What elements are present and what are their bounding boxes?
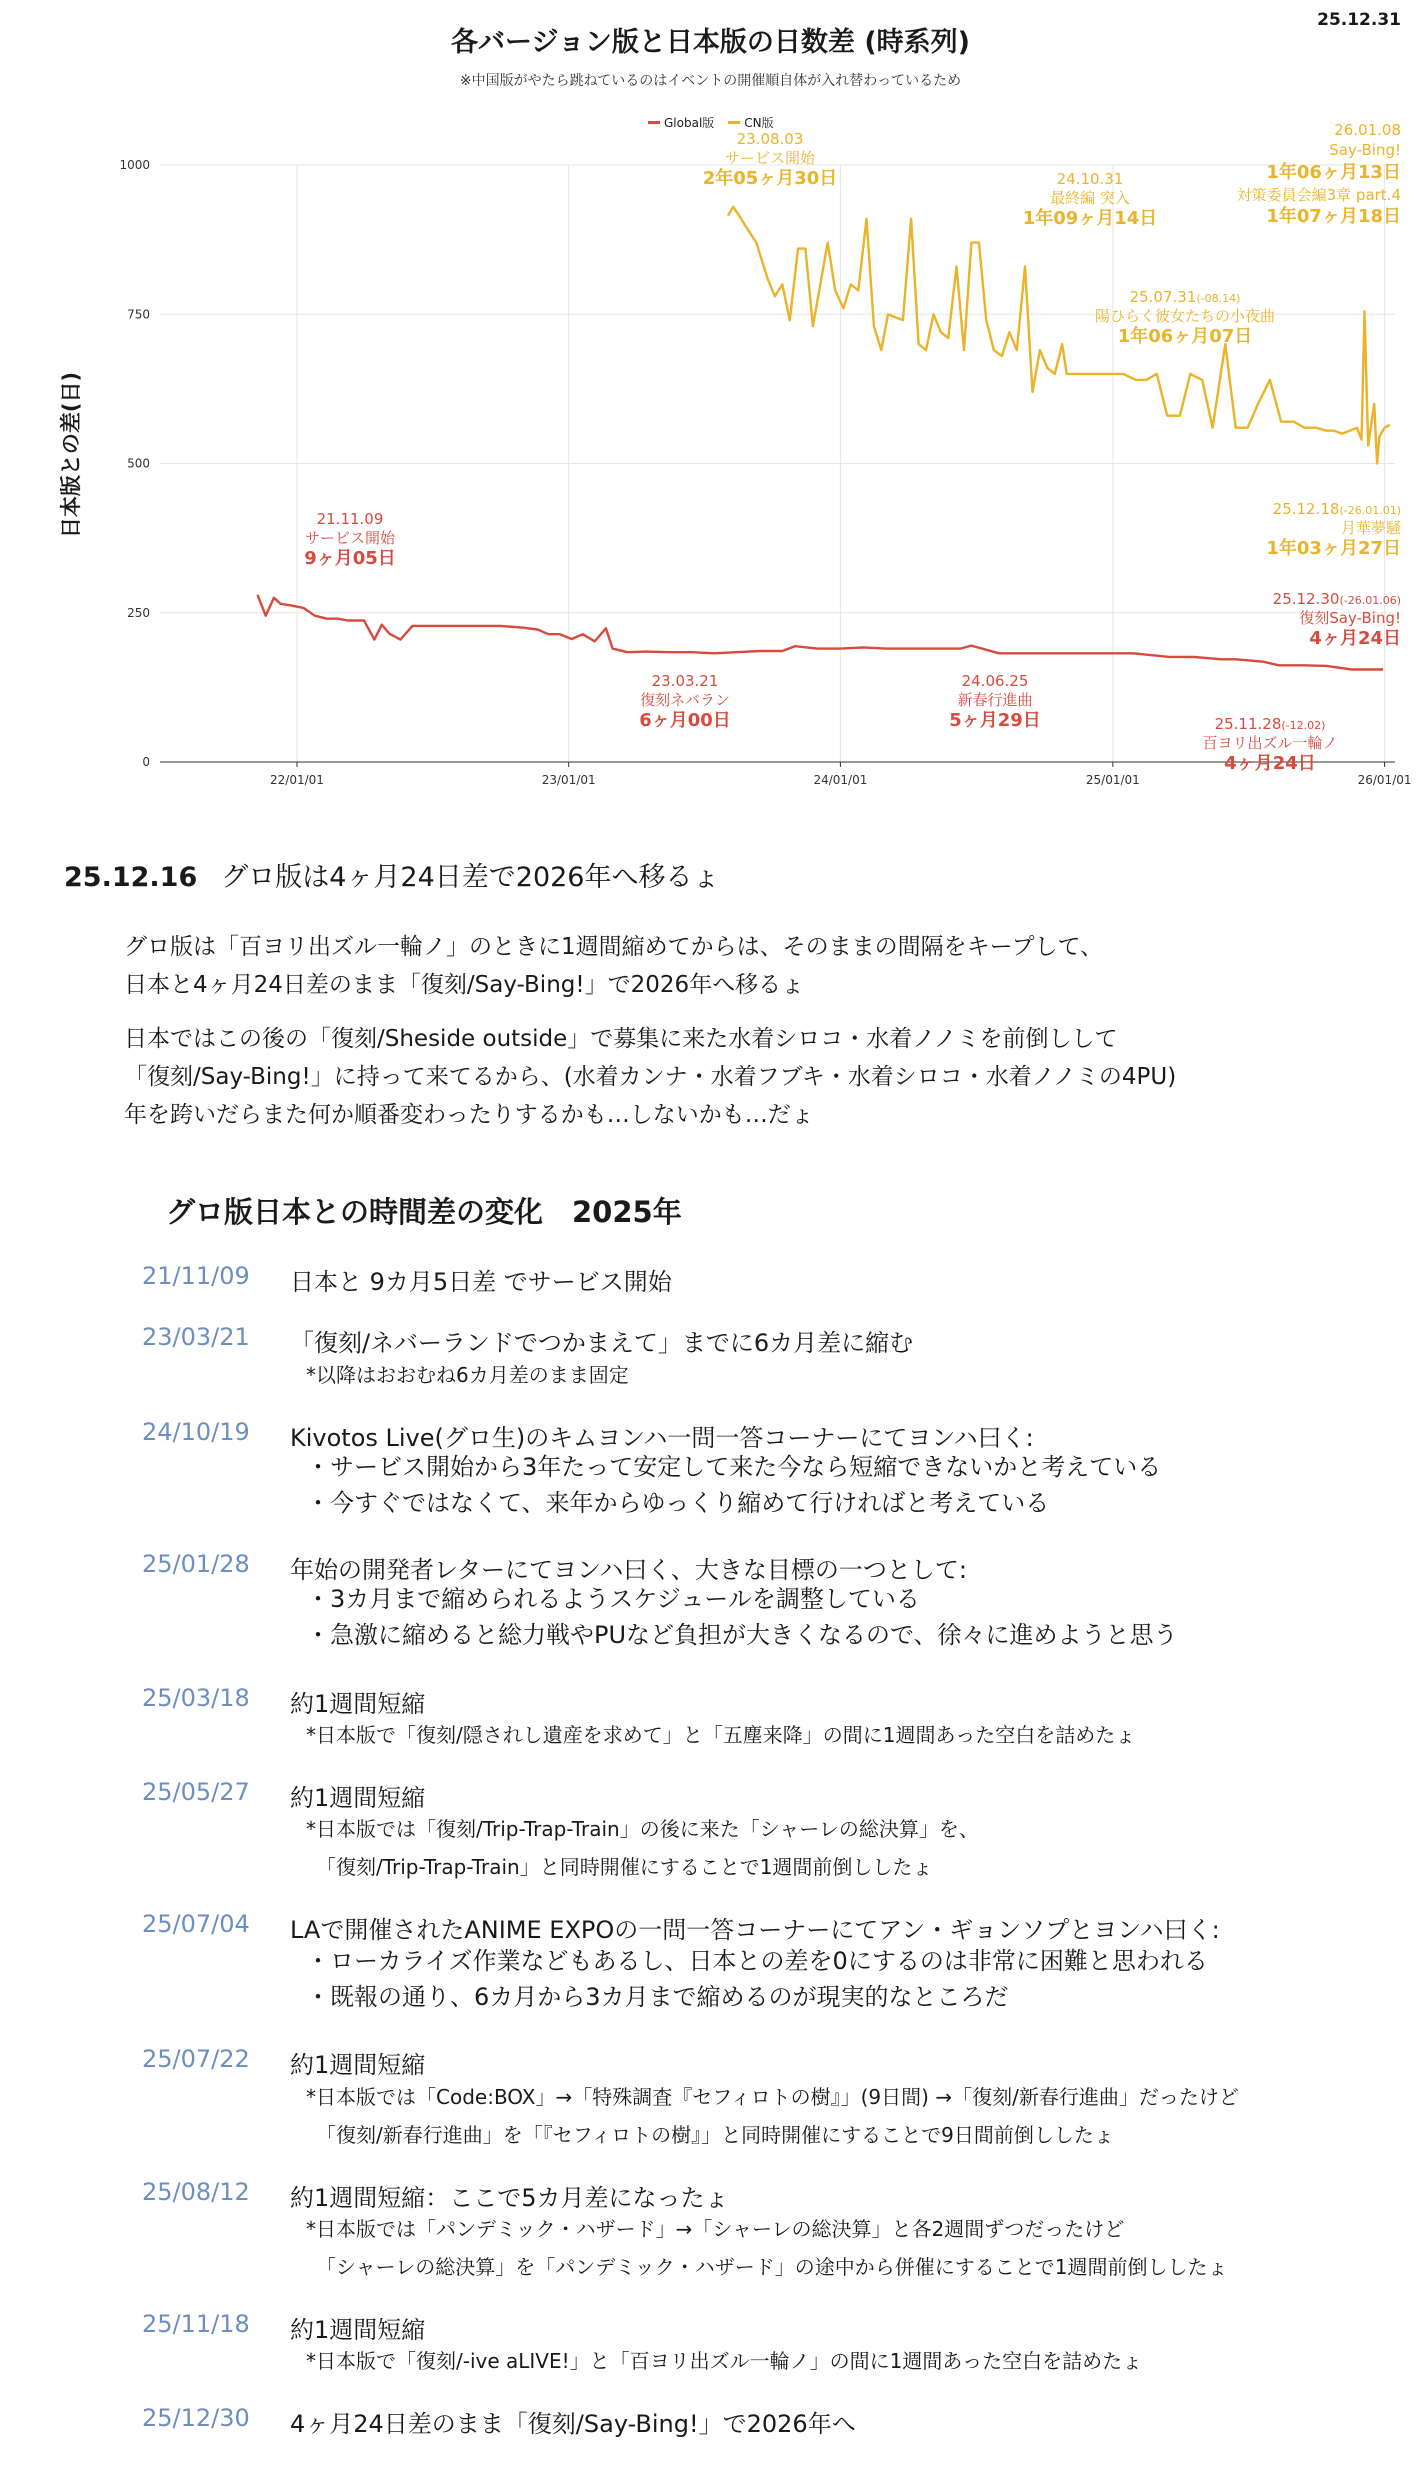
timeline-date: 24/10/19 [142, 1418, 250, 1446]
x-tick-label: 26/01/01 [1357, 773, 1412, 787]
annotation-serenade [1080, 288, 1290, 348]
annotation-label: 陽ひらく彼女たちの小夜曲 [1094, 306, 1275, 325]
annotation-label: 復刻Say-Bing! [1299, 608, 1401, 627]
annotation-label: 最終編 突入 [1050, 188, 1130, 207]
timeline-note: *日本版で「復刻/隠されし遺産を求めて」と「五塵来降」の間に1週間あった空白を詰めたょ [306, 1723, 1136, 1747]
annotation-date: 25.12.18 [1272, 500, 1340, 518]
timeline-bullet: ・今すぐではなくて、来年からゆっくり縮めて行ければと考えている [306, 1489, 1050, 1517]
timeline-text: 約1週間短縮 [290, 1690, 426, 1718]
annotation-saybing [1237, 120, 1401, 229]
x-tick-label: 25/01/01 [1085, 773, 1140, 787]
legend-cn-swatch [728, 121, 740, 124]
timeline-bullet: ・既報の通り、6カ月から3カ月まで縮めるのが現実的なところだ [306, 1983, 1009, 2011]
y-tick-label: 0 [142, 755, 150, 769]
legend-global-swatch [648, 121, 660, 124]
timeline-text: 約1週間短縮 [290, 2051, 426, 2079]
timeline-date: 25/12/30 [142, 2404, 250, 2432]
annotation-hyakuyori [1180, 715, 1360, 775]
annotation-diff: 1年06ヶ月07日 [1117, 325, 1253, 347]
timeline-text: 約1週間短縮 [290, 1784, 426, 1812]
chart-subtitle: ※中国版がやたら跳ねているのはイベントの開催順自体が入れ替わっているため [459, 73, 962, 89]
paragraph-2 [124, 1020, 1176, 1134]
timeline-text: 約1週間短縮 [290, 2316, 426, 2344]
document-date: 25.12.31 [1317, 10, 1401, 30]
timeline-note: *日本版で「復刻/-ive aLIVE!」と「百ヨリ出ズル一輪ノ」の間に1週間あった空白を詰めたょ [306, 2349, 1143, 2373]
annotation-diff: 5ヶ月29日 [949, 709, 1041, 731]
annotation-diff: 1年06ヶ月13日 [1266, 161, 1401, 183]
annotation-date-range: (-08.14) [1196, 292, 1241, 305]
annotation-date: 25.11.28 [1214, 715, 1282, 733]
legend-cn [728, 114, 773, 131]
x-tick-label: 24/01/01 [813, 773, 868, 787]
paragraph-1 [124, 928, 1103, 1004]
annotation-label: 百ヨリ出ズル一輪ノ [1202, 733, 1338, 752]
paragraph-line: 年を跨いだらまた何か順番変わったりするかも…しないかも…だょ [124, 1102, 814, 1128]
paragraph-line: グロ版は「百ヨリ出ズル一輪ノ」のときに1週間縮めてからは、そのままの間隔をキープして、 [124, 934, 1104, 960]
annotation-diff: 4ヶ月24日 [1309, 627, 1401, 649]
annotation-date: 24.10.31 [1056, 170, 1124, 188]
annotation-label: 新春行進曲 [957, 690, 1033, 709]
paragraph-line: 日本ではこの後の「復刻/Sheside outside」で募集に来た水着シロコ・水着ノノミを前倒しして [124, 1026, 1118, 1052]
section-date: 25.12.16 [64, 862, 198, 893]
timeline-text: Kivotos Live(グロ生)のキムヨンハ一問一答コーナーにてヨンハ曰く: [290, 1424, 1034, 1452]
timeline-text: 「復刻/ネバーランドでつかまえて」までに6カ月差に縮む [290, 1329, 914, 1357]
y-tick-label: 500 [127, 456, 150, 471]
timeline-date: 25/03/18 [142, 1684, 250, 1712]
x-tick-label: 22/01/01 [270, 773, 324, 787]
annotation-diff: 4ヶ月24日 [1224, 752, 1316, 774]
timeline-date: 25/07/04 [142, 1910, 250, 1938]
annotation-date: 25.07.31 [1129, 288, 1197, 306]
legend-cn-label: CN版 [744, 116, 774, 130]
y-tick-label: 250 [127, 605, 150, 620]
annotation-sb-rerun [1273, 590, 1401, 650]
annotation-diff: 9ヶ月05日 [304, 547, 396, 569]
annotation-label: 月華夢騒 [1340, 518, 1401, 537]
annotation-neverland [620, 672, 750, 732]
annotation-date: 23.08.03 [736, 130, 804, 148]
timeline-text: 年始の開発者レターにてヨンハ曰く、大きな目標の一つとして: [290, 1556, 967, 1584]
series-line-cn [728, 207, 1390, 464]
x-tick-label: 23/01/01 [541, 773, 596, 787]
y-tick-label: 750 [127, 307, 150, 322]
timeline-date: 25/11/18 [142, 2310, 250, 2338]
annotation-date: 25.12.30 [1272, 590, 1340, 608]
annotation-date-range: (-12.02) [1281, 719, 1326, 732]
timeline-date: 21/11/09 [142, 1262, 250, 1290]
timeline-note: *以降はおおむね6カ月差のまま固定 [306, 1363, 629, 1387]
section-title: グロ版は4ヶ月24日差で2026年へ移るょ [221, 862, 720, 893]
timeline-text: 約1週間短縮：ここで5カ月差になったょ [290, 2184, 729, 2212]
annotation-diff: 1年03ヶ月27日 [1266, 537, 1401, 559]
section-heading [64, 855, 719, 894]
timeline-note: 「復刻/新春行進曲」を「『セフィロトの樹』」と同時開催にすることで9日間前倒ししたょ [316, 2123, 1114, 2147]
timeline-note: *日本版では「復刻/Trip-Trap-Train」の後に来た「シャーレの総決算」を、 [306, 1817, 979, 1841]
annotation-date: 21.11.09 [316, 510, 384, 528]
annotation-diff: 6ヶ月00日 [639, 709, 731, 731]
timeline-note: 「シャーレの総決算」を「パンデミック・ハザード」の途中から併催にすることで1週間前倒ししたょ [316, 2255, 1228, 2279]
timeline-bullet: ・ローカライズ作業などもあるし、日本との差を0にするのは非常に困難と思われる [306, 1947, 1208, 1975]
annotation-shinshun [930, 672, 1060, 732]
annotation-label: 復刻ネバラン [640, 690, 730, 709]
annotation-date: 23.03.21 [651, 672, 719, 690]
chart-title: 各バージョン版と日本版の日数差 (時系列) [451, 27, 970, 58]
y-axis-label: 日本版との差(日) [59, 371, 83, 539]
timeline-note: 「復刻/Trip-Trap-Train」と同時開催にすることで1週間前倒ししたょ [316, 1855, 933, 1879]
annotation-date: 26.01.08 [1334, 121, 1401, 139]
y-tick-label: 1000 [119, 158, 150, 172]
timeline-date: 23/03/21 [142, 1323, 250, 1351]
timeline-bullet: ・急激に縮めると総力戦やPUなど負担が大きくなるので、徐々に進めようと思う [306, 1621, 1178, 1649]
annotation-date: 24.06.25 [961, 672, 1029, 690]
paragraph-line: 日本と4ヶ月24日差のまま「復刻/Say-Bing!」で2026年へ移るょ [124, 972, 805, 998]
timeline-date: 25/05/27 [142, 1778, 250, 1806]
annotation-diff: 2年05ヶ月30日 [702, 167, 838, 189]
timeline-text: 日本と 9カ月5日差 でサービス開始 [290, 1268, 672, 1296]
timeline-text: 4ヶ月24日差のまま「復刻/Say-Bing!」で2026年へ [290, 2410, 856, 2438]
legend-global [648, 114, 714, 131]
annotation-diff2: 1年07ヶ月18日 [1266, 206, 1401, 228]
annotation-cn-start [690, 130, 850, 190]
timeline-text: LAで開催されたANIME EXPOの一問一答コーナーにてアン・ギョンソプとヨンハ曰く: [290, 1916, 1220, 1944]
annotation-global-start [285, 510, 415, 570]
timeline-title: グロ版日本との時間差の変化 2025年 [166, 1195, 682, 1229]
timeline-date: 25/08/12 [142, 2178, 250, 2206]
annotation-diff: 1年09ヶ月14日 [1022, 207, 1158, 229]
annotation-label: サービス開始 [724, 148, 815, 167]
legend-global-label: Global版 [664, 116, 715, 130]
annotation-gekka [1266, 500, 1401, 560]
timeline-date: 25/07/22 [142, 2045, 250, 2073]
timeline-date: 25/01/28 [142, 1550, 250, 1578]
legend [648, 114, 774, 131]
timeline-bullet: ・サービス開始から3年たって安定して来た今なら短縮できないかと考えている [306, 1453, 1162, 1481]
timeline-note: *日本版では「パンデミック・ハザード」→「シャーレの総決算」と各2週間ずつだったけど [306, 2217, 1125, 2241]
timeline-bullet: ・3カ月まで縮められるようスケジュールを調整している [306, 1585, 920, 1613]
paragraph-line: 「復刻/Say-Bing!」に持って来てるから、(水着カンナ・水着フブキ・水着シロコ・水着ノノミの4PU) [124, 1064, 1177, 1090]
annotation-date-range: (-26.01.01) [1339, 504, 1401, 517]
annotation-label2: 対策委員会編3章 part.4 [1236, 185, 1401, 204]
timeline-note: *日本版では「Code:BOX」→「特殊調査『セフィロトの樹』」(9日間) →「復刻/新春行進曲」だったけど [306, 2085, 1239, 2109]
annotation-date-range: (-26.01.06) [1339, 594, 1401, 607]
annotation-final-chapter [1000, 170, 1180, 230]
series-line-global [258, 595, 1384, 670]
annotation-label: サービス開始 [304, 528, 395, 547]
annotation-label: Say-Bing! [1329, 141, 1401, 160]
